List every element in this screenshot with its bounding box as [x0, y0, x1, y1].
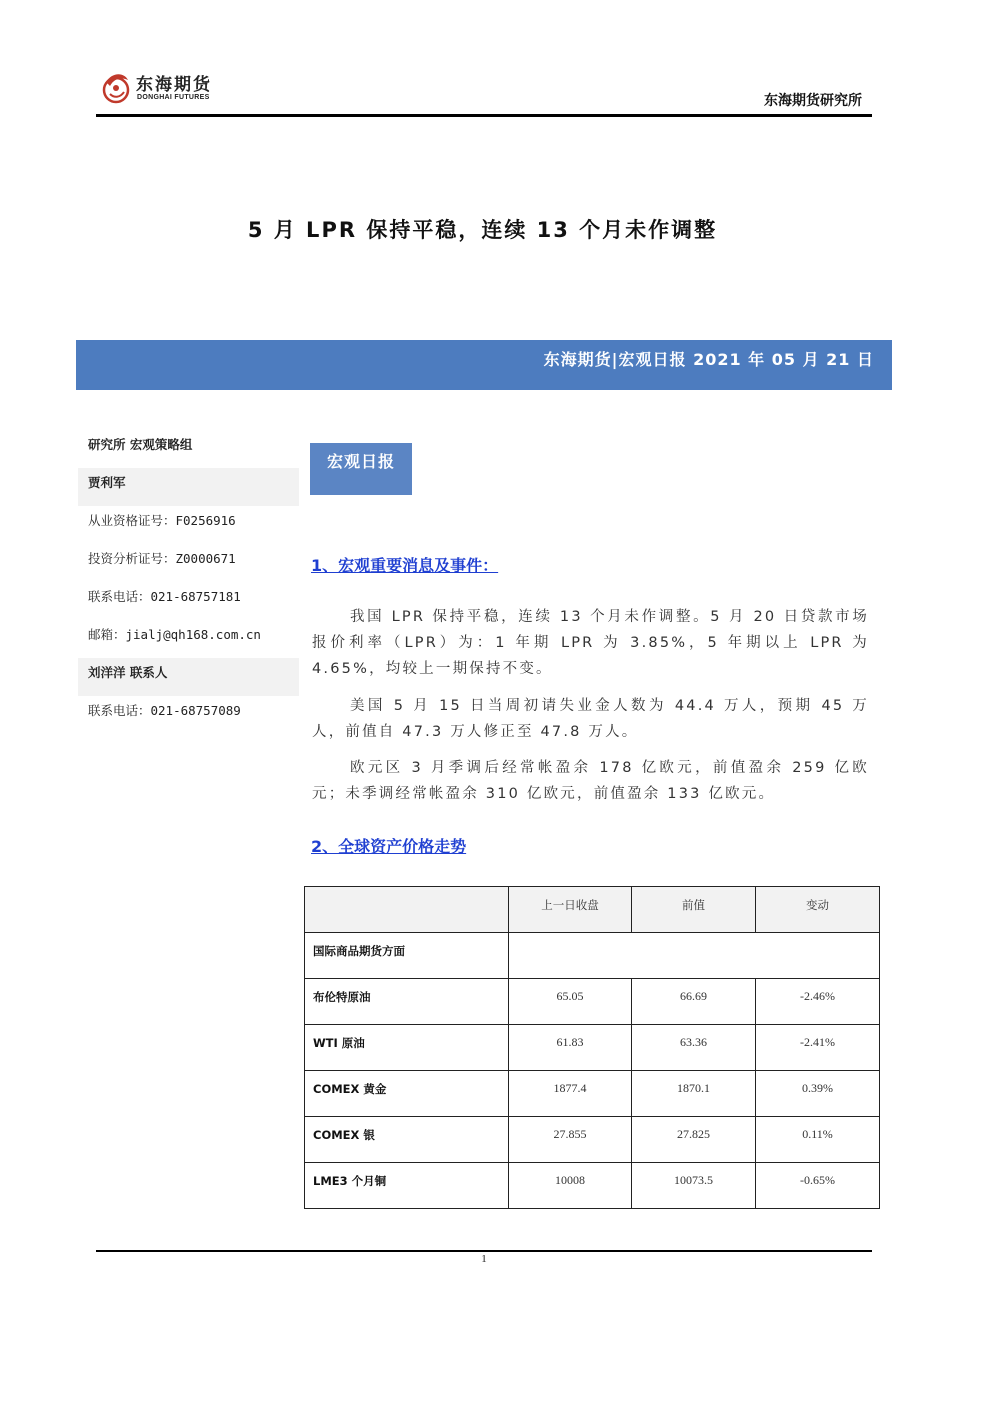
previous-value: 1870.1	[632, 1071, 756, 1117]
company-logo	[98, 68, 238, 110]
header-cell	[305, 887, 509, 933]
change-percent: -0.65%	[756, 1163, 880, 1209]
news-paragraph: 美国 5 月 15 日当周初请失业金人数为 44.4 万人，预期 45 万人，前值自 47.3 万人修正至 47.8 万人。	[312, 698, 869, 740]
donghai-logo-icon	[98, 68, 134, 108]
last-close: 61.83	[509, 1025, 632, 1071]
header-divider	[96, 114, 872, 117]
table-row	[305, 1025, 880, 1071]
previous-value: 27.825	[632, 1117, 756, 1163]
table-row	[305, 1071, 880, 1117]
asset-name: WTI 原油	[305, 1025, 509, 1071]
previous-value: 63.36	[632, 1025, 756, 1071]
last-close: 1877.4	[509, 1071, 632, 1117]
analyst-name: 贾利军	[78, 468, 299, 506]
change-percent: 0.11%	[756, 1117, 880, 1163]
table-header-row	[305, 887, 880, 933]
header-cell: 上一日收盘	[509, 887, 632, 933]
table-row	[305, 1117, 880, 1163]
footer-divider	[96, 1250, 872, 1252]
change-percent: -2.41%	[756, 1025, 880, 1071]
research-group: 研究所 宏观策略组	[88, 437, 193, 452]
logo-chinese-text: 东海期货	[136, 75, 212, 95]
asset-name: COMEX 黄金	[305, 1071, 509, 1117]
header-cell: 变动	[756, 887, 880, 933]
report-banner	[76, 340, 892, 390]
news-paragraph: 欧元区 3 月季调后经常帐盈余 178 亿欧元，前值盈余 259 亿欧元；未季调经常帐盈余 310 亿欧元，前值盈余 133 亿欧元。	[312, 760, 869, 802]
table-row	[305, 1163, 880, 1209]
analysis-cert: 投资分析证号：Z0000671	[88, 551, 236, 566]
last-close: 65.05	[509, 979, 632, 1025]
change-percent: 0.39%	[756, 1071, 880, 1117]
section-heading-news: 1、宏观重要消息及事件：	[311, 556, 499, 575]
asset-name: 布伦特原油	[305, 979, 509, 1025]
analyst-email[interactable]: 邮箱：jialj@qh168.com.cn	[88, 627, 261, 642]
asset-name: LME3 个月铜	[305, 1163, 509, 1209]
contact-name: 刘洋洋 联系人	[78, 658, 299, 696]
qualification-cert: 从业资格证号：F0256916	[88, 513, 236, 528]
asset-price-table	[304, 886, 880, 1209]
last-close: 27.855	[509, 1117, 632, 1163]
analyst-sidebar	[78, 430, 299, 734]
institute-name: 东海期货研究所	[764, 93, 862, 109]
previous-value: 10073.5	[632, 1163, 756, 1209]
asset-name: COMEX 银	[305, 1117, 509, 1163]
report-type-tag: 宏观日报	[310, 443, 412, 495]
header-cell: 前值	[632, 887, 756, 933]
group-label: 国际商品期货方面	[305, 933, 509, 979]
page-number: 1	[481, 1253, 487, 1265]
section-heading-prices: 2、全球资产价格走势	[311, 837, 467, 856]
table-group-row	[305, 933, 880, 979]
table-row	[305, 979, 880, 1025]
banner-text: 东海期货|宏观日报 2021 年 05 月 21 日	[543, 350, 874, 369]
last-close: 10008	[509, 1163, 632, 1209]
contact-phone: 联系电话：021-68757089	[88, 703, 241, 718]
analyst-phone: 联系电话：021-68757181	[88, 589, 241, 604]
news-paragraph: 我国 LPR 保持平稳，连续 13 个月未作调整。5 月 20 日贷款市场报价利率（LPR）为：1 年期 LPR 为 3.85%，5 年期以上 LPR 为 4.65%，均较上一期保持不变。	[312, 609, 869, 677]
previous-value: 66.69	[632, 979, 756, 1025]
logo-english-text: DONGHAI FUTURES	[137, 94, 210, 101]
report-title: 5 月 LPR 保持平稳，连续 13 个月未作调整	[247, 218, 718, 242]
group-empty-cell	[509, 933, 880, 979]
change-percent: -2.46%	[756, 979, 880, 1025]
